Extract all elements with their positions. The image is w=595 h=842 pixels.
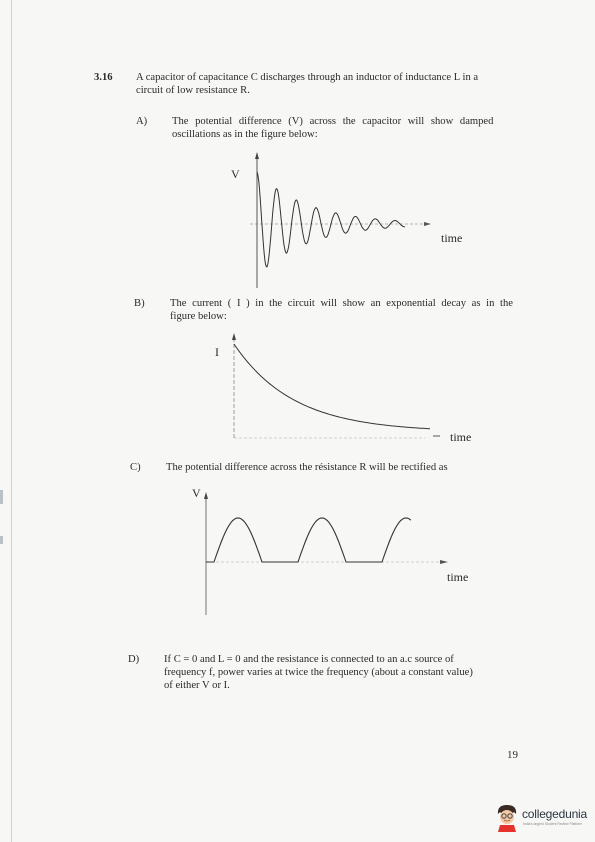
figure-a-damped-curve <box>257 172 405 267</box>
figure-c-rectified-curve <box>206 518 411 562</box>
logo-brand-text: collegedunia <box>522 807 587 821</box>
figure-b-x-label: time <box>450 430 472 444</box>
option-a-line1: The potential difference (V) across the capacitor will show damped <box>172 116 494 127</box>
page-number: 19 <box>507 749 518 761</box>
option-a-line2: oscillations as in the figure below: <box>172 129 318 140</box>
figure-b-exponential-decay <box>225 330 455 445</box>
figure-c-rectified-wave <box>200 485 470 620</box>
figure-c-x-label: time <box>447 570 469 584</box>
option-c-line1: The potential difference across the résistance R will be rectified as <box>166 462 448 473</box>
collegedunia-logo <box>494 800 590 834</box>
figure-b-decay-curve <box>234 344 430 429</box>
page-edge-mark <box>0 536 3 544</box>
student-mascot-icon <box>494 802 520 832</box>
figure-a-y-arrow <box>255 152 259 159</box>
option-c-label: C) <box>130 462 141 473</box>
figure-a-x-label: time <box>441 231 463 245</box>
option-d-line1: If C = 0 and L = 0 and the resistance is connected to an a.c source of <box>164 654 454 665</box>
page-edge-line <box>11 0 12 842</box>
figure-c-y-label: V <box>192 486 201 500</box>
option-d-label: D) <box>128 654 140 665</box>
figure-a-x-arrow <box>424 222 431 226</box>
question-stem-line1: A capacitor of capacitance C discharges through an inductor of inductance L in a <box>136 72 479 83</box>
logo-tagline: India's largest Student Review Platform <box>523 822 583 826</box>
page-edge-mark <box>0 490 3 504</box>
question-number: 3.16 <box>94 72 113 83</box>
figure-b-y-label: I <box>215 345 219 359</box>
figure-a-y-label: V <box>231 167 240 181</box>
option-d-line3: of either V or I. <box>164 680 230 691</box>
figure-a-damped-oscillation <box>240 150 440 290</box>
figure-b-y-arrow <box>232 333 236 340</box>
option-b-label: B) <box>134 298 145 309</box>
figure-c-y-arrow <box>204 492 208 499</box>
option-b-line1: The current ( I ) in the circuit will show an exponential decay as in the <box>170 298 513 309</box>
figure-c-x-arrow <box>440 560 448 564</box>
option-b-line2: figure below: <box>170 311 227 322</box>
option-d-line2: frequency f, power varies at twice the frequency (about a constant value) <box>164 667 473 678</box>
option-a-label: A) <box>136 116 148 127</box>
question-stem-line2: circuit of low resistance R. <box>136 85 250 96</box>
